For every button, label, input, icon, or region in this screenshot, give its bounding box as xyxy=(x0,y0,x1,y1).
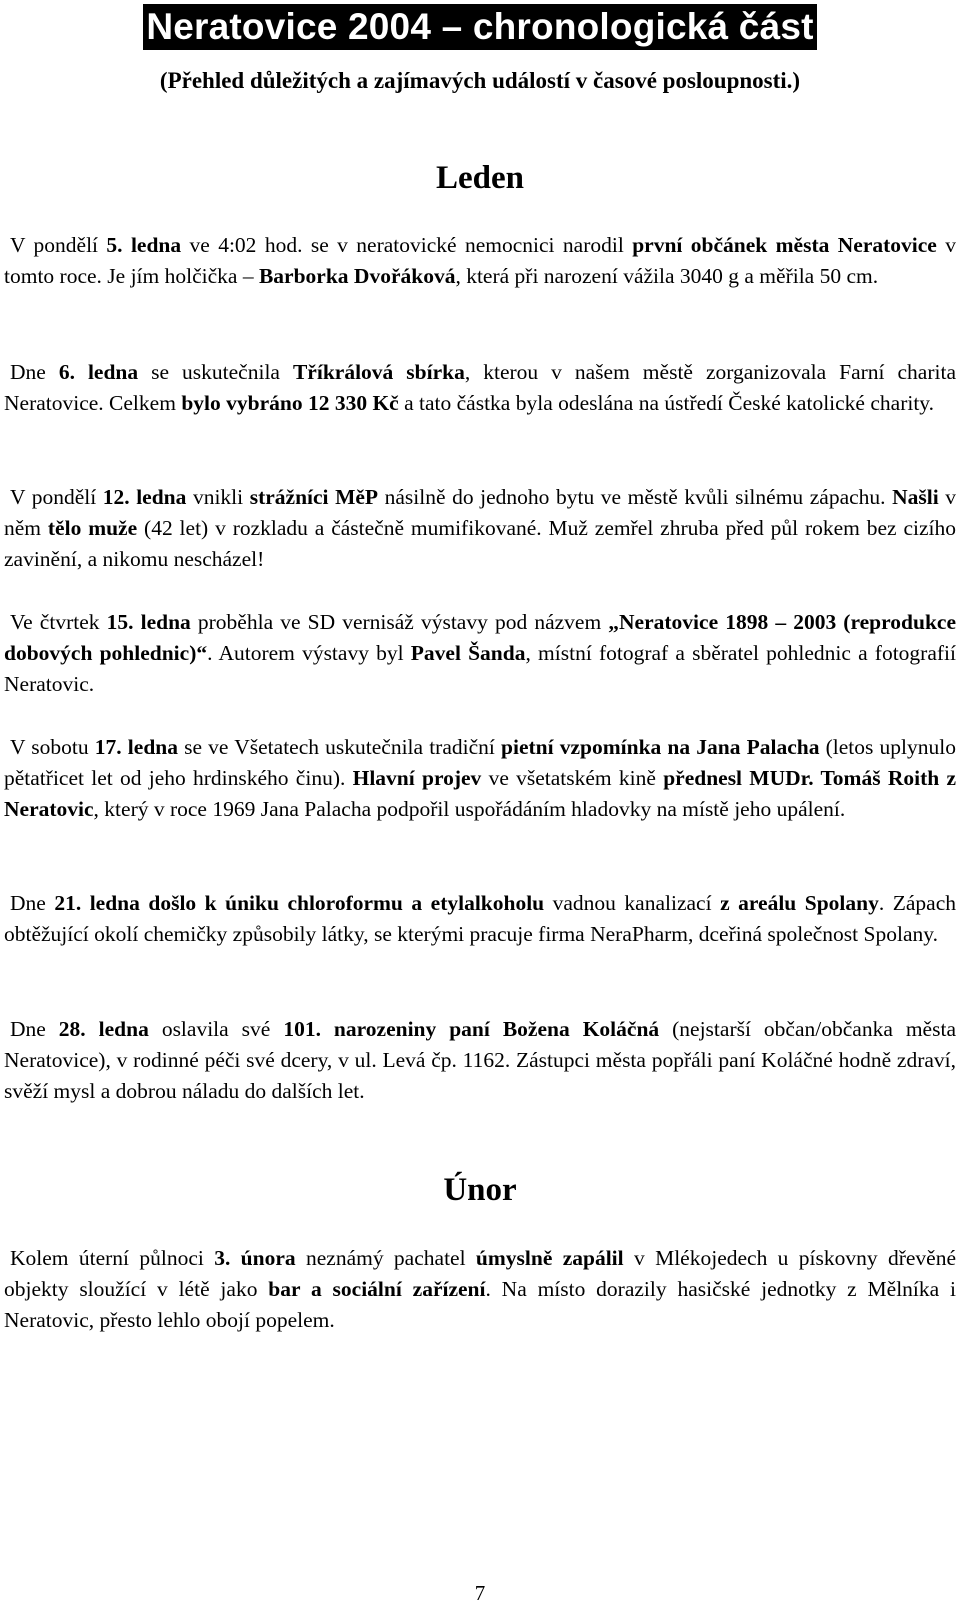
text-run: , kterou v našem městě zorganizovala Farní charita Neratovice. Celkem xyxy=(4,360,956,415)
title-bar xyxy=(0,0,960,50)
paragraph-leden-5 xyxy=(4,732,956,825)
text-run: . Na místo dorazily hasičské jednotky z Mělníka i Neratovic, přesto lehlo obojí popelem. xyxy=(4,1277,956,1332)
text-run: Kolem úterní půlnoci xyxy=(10,1246,215,1270)
bold-text-run: tělo muže xyxy=(47,516,138,540)
bold-text-run: Hlavní projev xyxy=(352,766,482,790)
text-run: násilně do jednoho bytu ve městě kvůli silnému zápachu. xyxy=(378,485,893,509)
text-run: a tato částka byla odeslána na ústředí České katolické charity. xyxy=(398,391,935,415)
text-run: , který v roce 1969 Jana Palacha podpořil uspořádáním hladovky na místě jeho upálení. xyxy=(93,797,846,821)
text-run: . Autorem výstavy byl xyxy=(207,641,411,665)
page-subtitle: (Přehled důležitých a zajímavých událostí v časové posloupnosti.) xyxy=(159,68,801,93)
text-run: V sobotu xyxy=(10,735,95,759)
text-run: Ve čtvrtek xyxy=(10,610,107,634)
text-run: Dne xyxy=(10,891,55,915)
text-run: se uskutečnila xyxy=(138,360,293,384)
paragraph-leden-6 xyxy=(4,888,956,950)
text-run: ve všetatském kině xyxy=(481,766,664,790)
text-run: , která při narození vážila 3040 g a měřila 50 cm. xyxy=(455,264,879,288)
page-title: Neratovice 2004 – chronologická část xyxy=(143,4,816,50)
bold-text-run: Tříkrálová sbírka xyxy=(292,360,465,384)
bold-text-run: bylo vybráno 12 330 Kč xyxy=(181,391,399,415)
bold-text-run: úmyslně zapálil xyxy=(475,1246,624,1270)
bold-text-run: Barborka Dvořáková xyxy=(258,264,456,288)
paragraph-leden-2 xyxy=(4,357,956,419)
bold-text-run: Pavel Šanda xyxy=(410,641,526,665)
month-heading-leden: Leden xyxy=(435,160,524,196)
text-run: , místní fotograf a sběratel pohlednic a fotografií Neratovic. xyxy=(4,641,956,696)
text-run: se ve Všetatech uskutečnila tradiční xyxy=(177,735,502,759)
text-run: v Mlékojedech u pískovny dřevěné objekty sloužící v létě jako xyxy=(4,1246,956,1301)
bold-text-run: 21. ledna došlo k úniku chloroformu a etylalkoholu xyxy=(54,891,545,915)
paragraph-unor-1 xyxy=(4,1243,956,1336)
bold-text-run: pietní vzpomínka na Jana Palacha xyxy=(501,735,820,759)
text-run: . Zápach obtěžující okolí chemičky způsobily látky, se kterými pracuje firma NeraPharm, dceřiná společnost Spolany. xyxy=(4,891,956,946)
text-run: vadnou kanalizací xyxy=(544,891,721,915)
text-run: (letos uplynulo pětatřicet let od jeho hrdinského činu). xyxy=(4,735,956,790)
text-run: v tomto roce. Je jím holčička – xyxy=(4,233,956,288)
text-run: Dne xyxy=(10,360,59,384)
text-run: vnikli xyxy=(186,485,250,509)
bold-text-run: 6. ledna xyxy=(58,360,139,384)
paragraph-leden-7 xyxy=(4,1014,956,1107)
text-run: V pondělí xyxy=(10,485,103,509)
bold-text-run: z areálu Spolany xyxy=(720,891,879,915)
text-run: (nejstarší občan/občanka města Neratovice), v rodinné péči své dcery, v ul. Levá čp. 1162. Zástupci města popřáli paní Koláčné hodně zdraví, svěží mysl a dobrou náladu do dalších let. xyxy=(4,1017,956,1103)
paragraph-leden-3 xyxy=(4,482,956,575)
bold-text-run: 17. ledna xyxy=(94,735,178,759)
page-number: 7 xyxy=(474,1581,486,1605)
bold-text-run: přednesl MUDr. Tomáš Roith z Neratovic xyxy=(4,766,957,821)
bold-text-run: strážníci MěP xyxy=(249,485,379,509)
bold-text-run: první občánek města Neratovice xyxy=(632,233,937,257)
bold-text-run: Našli xyxy=(892,485,939,509)
text-run: oslavila své xyxy=(148,1017,284,1041)
bold-text-run: 15. ledna xyxy=(106,610,191,634)
text-run: ve 4:02 hod. se v neratovické nemocnici narodil xyxy=(181,233,633,257)
text-run: V pondělí xyxy=(10,233,107,257)
bold-text-run: 5. ledna xyxy=(106,233,182,257)
bold-text-run: 28. ledna xyxy=(58,1017,149,1041)
text-run: neznámý pachatel xyxy=(295,1246,476,1270)
text-run: (42 let) v rozkladu a částečně mumifikované. Muž zemřel zhruba před půl rokem bez cizího zavinění, a nikomu nescházel! xyxy=(4,516,956,571)
bold-text-run: „Neratovice 1898 – 2003 (reprodukce dobových pohlednic)“ xyxy=(4,610,956,665)
bold-text-run: 12. ledna xyxy=(102,485,187,509)
paragraph-leden-1 xyxy=(4,230,956,292)
bold-text-run: 101. narozeniny paní Božena Koláčná xyxy=(283,1017,660,1041)
text-run: Dne xyxy=(10,1017,59,1041)
text-run: proběhla ve SD vernisáž výstavy pod názvem xyxy=(190,610,609,634)
bold-text-run: bar a sociální zařízení xyxy=(268,1277,486,1301)
bold-text-run: 3. února xyxy=(214,1246,296,1270)
paragraph-leden-4 xyxy=(4,607,956,700)
text-run: v něm xyxy=(4,485,957,540)
month-heading-unor: Únor xyxy=(443,1172,517,1208)
